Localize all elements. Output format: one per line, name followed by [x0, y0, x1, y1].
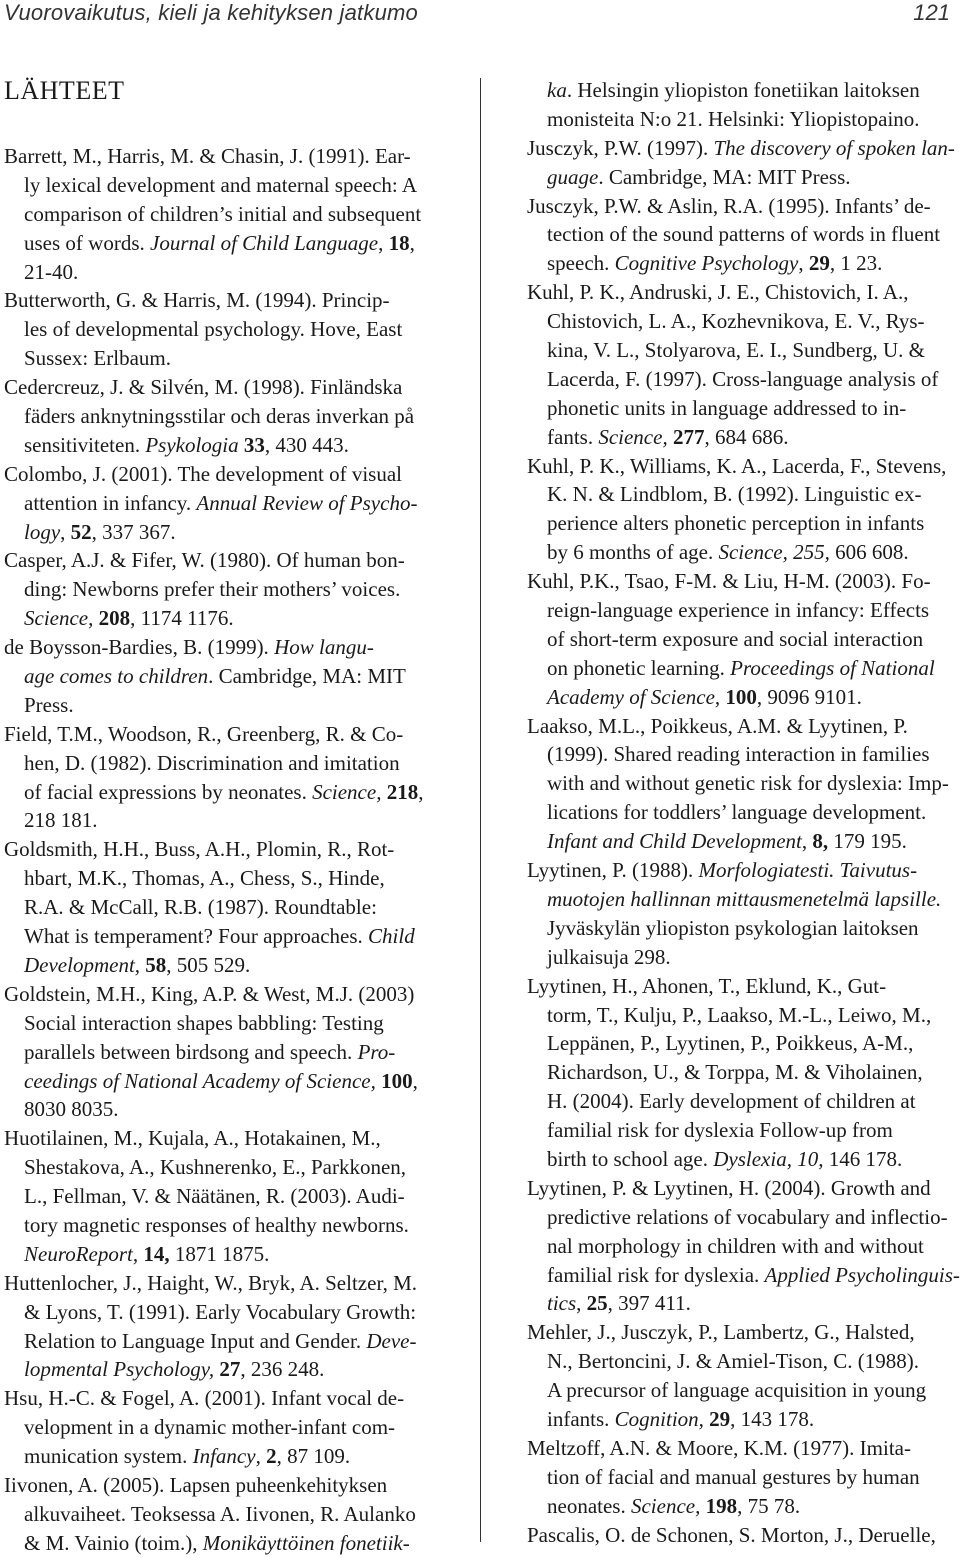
reference-line: monisteita N:o 21. Helsinki: Yliopistopaino.	[547, 106, 920, 131]
running-head	[0, 0, 960, 32]
reference-line: with and without genetic risk for dyslexia: Imp-	[547, 771, 949, 796]
reference-line: Field, T.M., Woodson, R., Greenberg, R. & Co-	[4, 721, 404, 746]
reference-line: ceedings of National Academy of Science, 100,	[24, 1068, 418, 1093]
reference-line: alkuvaiheet. Teoksessa A. Iivonen, R. Aulanko	[24, 1501, 416, 1526]
reference-line: ka. Helsingin yliopiston fonetiikan laitoksen	[547, 78, 920, 102]
reference-line: fäders anknytningsstilar och deras inverkan på	[24, 404, 415, 429]
column-divider	[480, 78, 481, 1542]
reference-line: lications for toddlers’ language development.	[547, 800, 927, 825]
reference-line: of facial expressions by neonates. Science, 218,	[24, 779, 424, 804]
reference-line: on phonetic learning. Proceedings of National	[547, 655, 935, 680]
reference-line: H. (2004). Early development of children at	[547, 1089, 916, 1114]
reference-line: Mehler, J., Jusczyk, P., Lambertz, G., Halsted,	[527, 1320, 915, 1345]
reference-line: Casper, A.J. & Fifer, W. (1980). Of human bon-	[4, 548, 405, 573]
reference-line: Lyytinen, P. & Lyytinen, H. (2004). Growth and	[527, 1175, 931, 1200]
reference-line: Barrett, M., Harris, M. & Chasin, J. (1991). Ear-	[4, 144, 411, 168]
reference-line: tion of facial and manual gestures by human	[547, 1464, 920, 1489]
reference-line: age comes to children. Cambridge, MA: MIT	[24, 664, 406, 689]
reference-line: (1999). Shared reading interaction in families	[547, 742, 930, 767]
reference-line: ding: Newborns prefer their mothers’ voices.	[24, 577, 401, 602]
reference-line: Lyytinen, H., Ahonen, T., Eklund, K., Gut-	[527, 973, 887, 998]
reference-line: Meltzoff, A.N. & Moore, K.M. (1977). Imita-	[527, 1435, 911, 1460]
reference-line: Sussex: Erlbaum.	[24, 346, 171, 371]
reference-line: Science, 208, 1174 1176.	[24, 606, 234, 631]
reference-line: A precursor of language acquisition in young	[547, 1378, 927, 1403]
reference-line: hen, D. (1982). Discrimination and imitation	[24, 750, 400, 775]
reference-line: Lyytinen, P. (1988). Morfologiatesti. Taivutus-	[527, 858, 918, 883]
reference-line: parallels between birdsong and speech. Pro-	[24, 1039, 396, 1064]
reference-line: Cedercreuz, J. & Silvén, M. (1998). Finländska	[4, 375, 403, 400]
reference-line: Development, 58, 505 529.	[24, 952, 251, 977]
reference-line: Butterworth, G. & Harris, M. (1994). Princip-	[4, 288, 390, 313]
reference-line: Jyväskylän yliopiston psykologian laitoksen	[547, 915, 919, 940]
reference-line: Relation to Language Input and Gender. Deve-	[24, 1328, 417, 1353]
reference-line: Leppänen, P., Lyytinen, P., Poikkeus, A-M.,	[547, 1031, 914, 1056]
reference-line: kina, V. L., Stolyarova, E. I., Sundberg, U. &	[547, 338, 925, 363]
reference-line: 218 181.	[24, 808, 98, 833]
reference-line: logy, 52, 337 367.	[24, 519, 176, 544]
reference-line: Social interaction shapes babbling: Testing	[24, 1010, 384, 1035]
reference-line: ly lexical development and maternal speech: A	[24, 172, 418, 197]
reference-line: Richardson, U., & Torppa, M. & Viholainen,	[547, 1060, 923, 1085]
reference-line: tory magnetic responses of healthy newborns.	[24, 1212, 409, 1237]
reference-line: N., Bertoncini, J. & Amiel-Tison, C. (1988).	[547, 1349, 919, 1374]
reference-line: phonetic units in language addressed to in-	[547, 395, 907, 420]
references-heading: LÄHTEET	[4, 76, 125, 105]
reference-line: muotojen hallinnan mittausmenetelmä lapsille.	[547, 886, 942, 911]
reference-line: Lacerda, F. (1997). Cross-language analysis of	[547, 366, 939, 391]
reference-line: infants. Cognition, 29, 143 178.	[547, 1406, 815, 1431]
reference-line: Academy of Science, 100, 9096 9101.	[547, 684, 862, 709]
references-left-column	[4, 142, 436, 1558]
running-head-title: Vuorovaikutus, kieli ja kehityksen jatkumo	[4, 0, 418, 25]
reference-line: uses of words. Journal of Child Language, 18,	[24, 230, 415, 255]
reference-line: nal morphology in children with and without	[547, 1233, 924, 1258]
reference-line: Hsu, H.-C. & Fogel, A. (2001). Infant vocal de-	[4, 1386, 405, 1411]
reference-line: Pascalis, O. de Schonen, S. Morton, J., Deruelle,	[527, 1522, 936, 1547]
reference-line: & Lyons, T. (1991). Early Vocabulary Growth:	[24, 1299, 417, 1324]
reference-line: Iivonen, A. (2005). Lapsen puheenkehityksen	[4, 1472, 388, 1497]
references-right-column	[527, 76, 960, 1549]
reference-line: predictive relations of vocabulary and inflectio-	[547, 1204, 948, 1229]
reference-line: comparison of children’s initial and subsequent	[24, 201, 422, 226]
reference-line: What is temperament? Four approaches. Child	[24, 924, 415, 949]
reference-line: birth to school age. Dyslexia, 10, 146 178.	[547, 1146, 903, 1171]
reference-line: Kuhl, P.K., Tsao, F-M. & Liu, H-M. (2003). Fo-	[527, 569, 931, 594]
reference-line: neonates. Science, 198, 75 78.	[547, 1493, 801, 1518]
reference-line: velopment in a dynamic mother-infant com-	[24, 1415, 396, 1440]
reference-line: perience alters phonetic perception in infants	[547, 511, 925, 536]
reference-line: munication system. Infancy, 2, 87 109.	[24, 1444, 351, 1469]
reference-line: tection of the sound patterns of words in fluent	[547, 222, 941, 247]
reference-line: Chistovich, L. A., Kozhevnikova, E. V., Rys-	[547, 309, 925, 334]
reference-line: of short-term exposure and social interaction	[547, 626, 924, 651]
reference-line: Kuhl, P. K., Andruski, J. E., Chistovich, I. A.,	[527, 280, 909, 305]
reference-line: Shestakova, A., Kushnerenko, E., Parkkonen,	[24, 1155, 407, 1180]
reference-line: 21-40.	[24, 259, 79, 284]
reference-line: Huotilainen, M., Kujala, A., Hotakainen, M.,	[4, 1126, 381, 1151]
reference-line: Goldsmith, H.H., Buss, A.H., Plomin, R., Rot-	[4, 837, 395, 862]
reference-line: Goldstein, M.H., King, A.P. & West, M.J. (2003)	[4, 981, 415, 1006]
reference-line: tics, 25, 397 411.	[547, 1291, 691, 1316]
reference-line: reign-language experience in infancy: Effects	[547, 598, 930, 623]
reference-line: L., Fellman, V. & Näätänen, R. (2003). Audi-	[24, 1184, 405, 1209]
reference-line: R.A. & McCall, R.B. (1987). Roundtable:	[24, 895, 377, 920]
reference-line: attention in infancy. Annual Review of Psycho-	[24, 490, 418, 515]
reference-line: fants. Science, 277, 684 686.	[547, 424, 789, 449]
reference-line: les of developmental psychology. Hove, East	[24, 317, 403, 342]
reference-line: guage. Cambridge, MA: MIT Press.	[547, 164, 851, 189]
reference-line: Jusczyk, P.W. (1997). The discovery of spoken lan-	[527, 135, 955, 160]
reference-line: speech. Cognitive Psychology, 29, 1 23.	[547, 251, 883, 276]
reference-line: Colombo, J. (2001). The development of visual	[4, 461, 402, 486]
reference-line: K. N. & Lindblom, B. (1992). Linguistic ex-	[547, 482, 922, 507]
reference-line: hbart, M.K., Thomas, A., Chess, S., Hinde,	[24, 866, 385, 891]
reference-line: Infant and Child Development, 8, 179 195.	[547, 829, 907, 854]
reference-line: Laakso, M.L., Poikkeus, A.M. & Lyytinen, P.	[527, 713, 908, 738]
reference-line: familial risk for dyslexia. Applied Psycholinguis-	[547, 1262, 960, 1287]
reference-line: 8030 8035.	[24, 1097, 119, 1122]
reference-line: Jusczyk, P.W. & Aslin, R.A. (1995). Infants’ de-	[527, 193, 931, 218]
reference-line: julkaisuja 298.	[547, 944, 671, 969]
reference-line: torm, T., Kulju, P., Laakso, M.-L., Leiwo, M.,	[547, 1002, 932, 1027]
reference-line: familial risk for dyslexia Follow-up from	[547, 1118, 893, 1143]
reference-line: NeuroReport, 14, 1871 1875.	[24, 1241, 270, 1266]
reference-line: & M. Vainio (toim.), Monikäyttöinen fonetiik-	[24, 1530, 410, 1555]
page-number: 121	[913, 0, 950, 25]
reference-line: Kuhl, P. K., Williams, K. A., Lacerda, F., Stevens,	[527, 453, 947, 478]
reference-line: sensitiviteten. Psykologia 33, 430 443.	[24, 432, 349, 457]
reference-line: Huttenlocher, J., Haight, W., Bryk, A. Seltzer, M.	[4, 1270, 418, 1295]
reference-line: de Boysson-Bardies, B. (1999). How langu-	[4, 635, 374, 660]
reference-line: lopmental Psychology, 27, 236 248.	[24, 1357, 325, 1382]
reference-line: by 6 months of age. Science, 255, 606 608.	[547, 540, 909, 565]
reference-line: Press.	[24, 692, 74, 717]
